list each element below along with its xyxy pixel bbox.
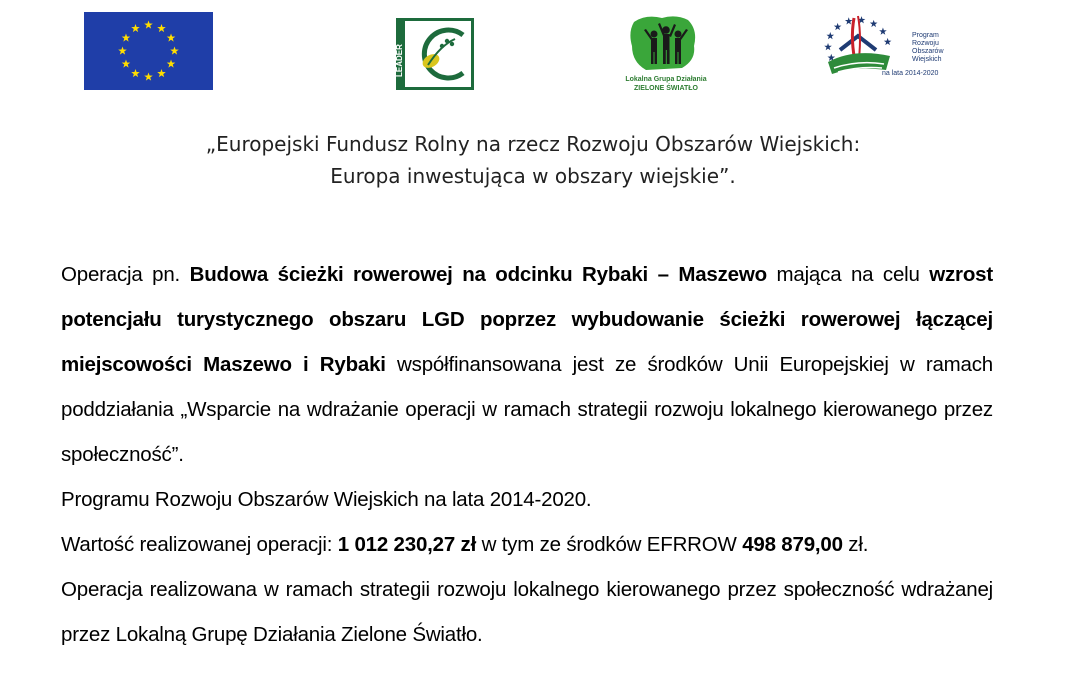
lgd-emblem-icon — [616, 12, 716, 76]
fund-title-line1: „Europejski Fundusz Rolny na rzecz Rozwoju Obszarów Wiejskich: — [205, 132, 861, 156]
prow-years: na lata 2014-2020 — [882, 70, 939, 77]
prow-star-icon — [824, 43, 832, 50]
operation-name: Budowa ścieżki rowerowej na odcinku Rybaki – Maszewo — [189, 263, 767, 286]
prow-star-icon — [879, 28, 887, 35]
prow-star-icon — [826, 32, 834, 39]
program-line: Programu Rozwoju Obszarów Wiejskich na lata 2014-2020. — [61, 488, 592, 511]
logo-bar — [0, 0, 1066, 110]
prow-program-name — [912, 32, 944, 64]
prow-star-icon — [870, 20, 878, 27]
value-mid: w tym ze środków EFRROW — [476, 533, 743, 556]
operation-aim: wzrost potencjału turystycznego obszaru LGD poprzez wybudowanie ścieżki rowerowej łączącej miejscowości Maszewo i Rybaki — [61, 263, 993, 376]
fund-title — [0, 128, 1066, 192]
operation-aim-intro: mająca na celu — [766, 263, 930, 286]
operation-prefix: Operacja pn. — [61, 263, 190, 286]
value-line — [61, 522, 993, 567]
operation-rest: współfinansowana jest ze środków Unii Europejskiej w ramach poddziałania „Wsparcie na wdrażanie operacji w ramach strategii rozwoju lokalnego kierowanego przez społeczność”. — [61, 353, 993, 466]
prow-line-1: Program — [912, 32, 939, 39]
document-body — [61, 252, 993, 657]
value-suffix: zł. — [842, 533, 869, 556]
closing-paragraph: Operacja realizowana w ramach strategii rozwoju lokalnego kierowanego przez społeczność wdrażanej przez Lokalną Grupę Działania Zielone Światło. — [61, 578, 993, 646]
leader-logo — [395, 17, 475, 91]
prow-line-4: Wiejskich — [912, 56, 942, 63]
prow-star-icon — [884, 38, 892, 45]
lgd-caption-line2: ZIELONE ŚWIATŁO — [633, 85, 699, 92]
operation-paragraph — [61, 252, 993, 477]
prow-star-icon — [834, 23, 842, 30]
prow-logo — [814, 10, 954, 84]
lgd-caption-line1: Lokalna Grupa Działania — [625, 76, 707, 83]
leader-text: LEADER — [395, 44, 404, 77]
lgd-logo — [616, 12, 716, 96]
value-label: Wartość realizowanej operacji: — [61, 533, 338, 556]
fund-title-line2: Europa inwestująca w obszary wiejskie”. — [330, 164, 736, 188]
eu-flag-logo — [84, 12, 213, 90]
value-amount: 1 012 230,27 zł — [337, 533, 477, 556]
value-efrrow-amount: 498 879,00 — [742, 533, 843, 556]
prow-line-2: Rozwoju — [912, 40, 939, 47]
prow-star-icon — [845, 17, 853, 24]
prow-line-3: Obszarów — [912, 48, 944, 55]
